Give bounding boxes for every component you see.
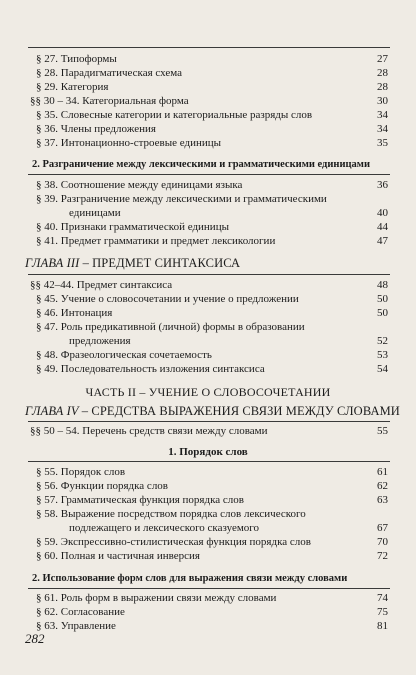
- toc-page-number: 62: [377, 480, 388, 492]
- toc-page-number: 40: [377, 207, 388, 219]
- toc-entry: § 47. Роль предикативной (личной) формы в образовании: [36, 321, 305, 333]
- divider: [28, 421, 390, 422]
- divider: [28, 174, 390, 175]
- toc-page-number: 74: [377, 592, 388, 604]
- section-heading: 2. Использование форм слов для выражения связи между словами: [32, 573, 348, 584]
- toc-entry-continuation: подлежащего и лексического сказуемого: [69, 522, 260, 534]
- toc-entry: § 63. Управление: [36, 620, 116, 632]
- toc-entry: § 38. Соотношение между единицами языка: [36, 179, 243, 191]
- toc-page-number: 28: [377, 81, 388, 93]
- toc-entry: § 35. Словесные категории и категориальные разряды слов: [36, 109, 313, 121]
- toc-entry: § 28. Парадигматическая схема: [36, 67, 183, 79]
- toc-page-number: 81: [377, 620, 388, 632]
- section-heading: 2. Разграничение между лексическими и грамматическими единицами: [32, 159, 370, 170]
- toc-entry: § 60. Полная и частичная инверсия: [36, 550, 200, 562]
- toc-entry: § 29. Категория: [36, 81, 109, 93]
- toc-page-number: 61: [377, 466, 388, 478]
- toc-page-number: 70: [377, 536, 388, 548]
- toc-page-number: 35: [377, 137, 388, 149]
- toc-entry: §§ 42–44. Предмет синтаксиса: [30, 279, 173, 291]
- toc-entry: §§ 30 – 34. Категориальная форма: [30, 95, 189, 107]
- toc-page-number: 34: [377, 109, 388, 121]
- toc-entry: § 27. Типоформы: [36, 53, 117, 65]
- toc-page-number: 55: [377, 425, 388, 437]
- toc-entry: § 46. Интонация: [36, 307, 113, 319]
- section-heading: 1. Порядок слов: [168, 446, 248, 458]
- toc-entry: § 45. Учение о словосочетании и учение о предложении: [36, 293, 299, 305]
- chapter-heading: ГЛАВА III – ПРЕДМЕТ СИНТАКСИСА: [25, 256, 241, 270]
- divider: [28, 461, 390, 462]
- toc-entry: § 61. Роль форм в выражении связи между словами: [36, 592, 277, 604]
- toc-page-number: 52: [377, 335, 388, 347]
- toc-page-number: 30: [377, 95, 388, 107]
- toc-page-number: 28: [377, 67, 388, 79]
- toc-page-number: 34: [377, 123, 388, 135]
- toc-entry: § 48. Фразеологическая сочетаемость: [36, 349, 212, 361]
- toc-page-number: 47: [377, 235, 388, 247]
- toc-page-number: 50: [377, 293, 388, 305]
- toc-entry: § 59. Экспрессивно-стилистическая функция порядка слов: [36, 536, 311, 548]
- divider: [28, 588, 390, 589]
- toc-page-number: 48: [377, 279, 388, 291]
- toc-page-number: 54: [377, 363, 388, 375]
- toc-entry-continuation: предложения: [69, 335, 131, 347]
- toc-entry-continuation: единицами: [69, 207, 121, 219]
- toc-page-number: 72: [377, 550, 388, 562]
- toc-page-number: 27: [377, 53, 388, 65]
- toc-entry: § 36. Члены предложения: [36, 123, 156, 135]
- toc-entry: § 49. Последовательность изложения синтаксиса: [36, 363, 265, 375]
- toc-page-number: 53: [377, 349, 388, 361]
- chapter-heading: ГЛАВА IV – СРЕДСТВА ВЫРАЖЕНИЯ СВЯЗИ МЕЖДУ СЛОВАМИ: [25, 404, 400, 418]
- toc-entry: § 37. Интонационно-строевые единицы: [36, 137, 222, 149]
- toc-page-number: 44: [377, 221, 388, 233]
- toc-entry: § 56. Функции порядка слов: [36, 480, 168, 492]
- toc-page-number: 67: [377, 522, 388, 534]
- part-heading: ЧАСТЬ II – УЧЕНИЕ О СЛОВОСОЧЕТАНИИ: [85, 385, 331, 399]
- toc-page-number: 36: [377, 179, 388, 191]
- toc-entry: § 39. Разграничение между лексическими и грамматическими: [36, 193, 327, 205]
- divider: [28, 47, 390, 48]
- page-number: 282: [25, 631, 45, 646]
- toc-entry: § 58. Выражение посредством порядка слов лексического: [36, 508, 306, 520]
- toc-entry: § 41. Предмет грамматики и предмет лексикологии: [36, 235, 276, 247]
- toc-page-number: 75: [377, 606, 388, 618]
- toc-entry: § 62. Согласование: [36, 606, 125, 618]
- toc-entry: § 40. Признаки грамматической единицы: [36, 221, 229, 233]
- toc-entry: § 55. Порядок слов: [36, 466, 126, 478]
- toc-entry: § 57. Грамматическая функция порядка слов: [36, 494, 244, 506]
- toc-page-number: 63: [377, 494, 388, 506]
- divider: [28, 274, 390, 275]
- toc-entry: §§ 50 – 54. Перечень средств связи между словами: [30, 425, 268, 437]
- toc-page-number: 50: [377, 307, 388, 319]
